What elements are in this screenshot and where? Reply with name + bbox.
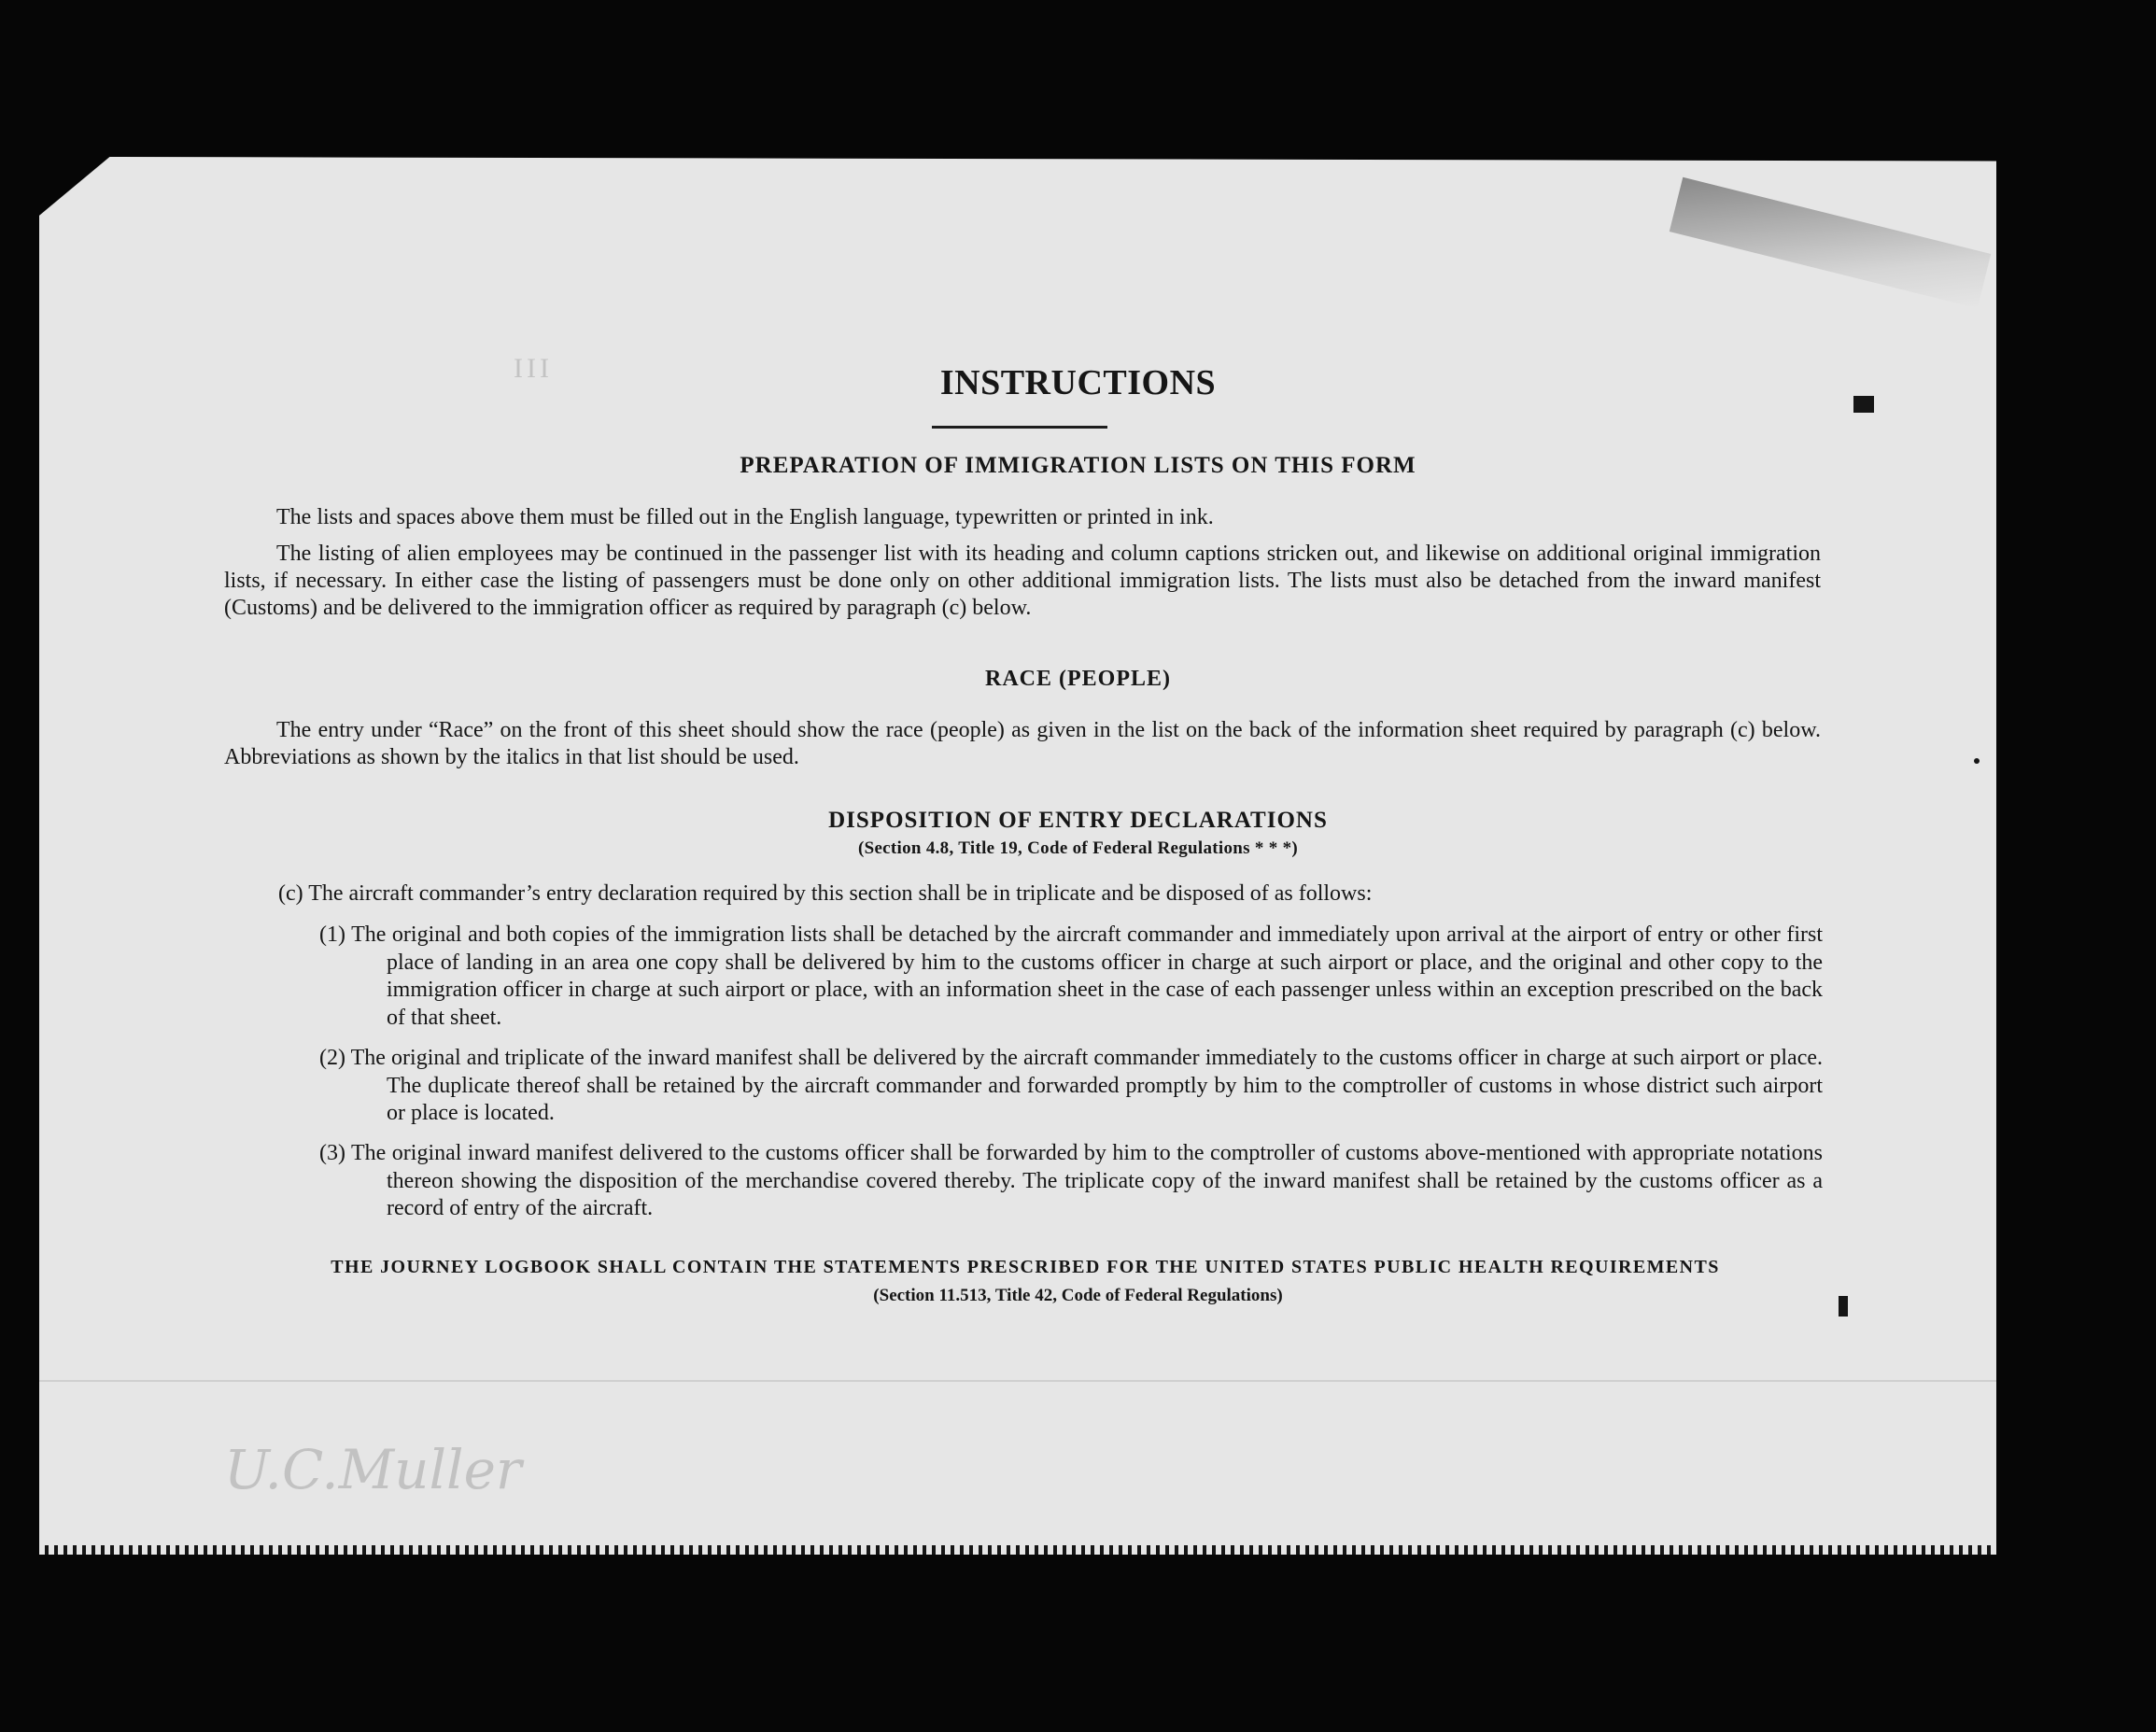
faint-bleedthrough-mark: III bbox=[514, 353, 553, 384]
section-heading-preparation: PREPARATION OF IMMIGRATION LISTS ON THIS FORM bbox=[740, 453, 1416, 478]
disposition-intro: (c) The aircraft commander’s entry declaration required by this section shall be in triplicate and be disposed of as follows: bbox=[278, 881, 1373, 906]
footer-statement: THE JOURNEY LOGBOOK SHALL CONTAIN THE STATEMENTS PRESCRIBED FOR THE UNITED STATES PUBLIC HEALTH REQUIREMENTS bbox=[331, 1257, 1720, 1277]
ink-dot bbox=[1974, 758, 1980, 764]
title-underline bbox=[932, 426, 1107, 429]
page-title: INSTRUCTIONS bbox=[939, 363, 1217, 402]
footer-citation: (Section 11.513, Title 42, Code of Federal Regulations) bbox=[873, 1286, 1283, 1305]
preparation-paragraph-1: The lists and spaces above them must be filled out in the English language, typewritten or printed in ink. bbox=[276, 505, 1214, 529]
disposition-item-1: (1) The original and both copies of the immigration lists shall be detached by the aircraft commander and immediately upon arrival at the airport of entry or other first place of landing in an area one copy shall be delivered by him to the customs officer in charge at such airport or place, and the original and other copy to the immigration officer in charge at such airport or place, with an information sheet in the case of each passenger unless within an exception prescribed on the back of that sheet. bbox=[319, 922, 1823, 1030]
section-heading-disposition: DISPOSITION OF ENTRY DECLARATIONS bbox=[828, 808, 1328, 833]
section-subheading-disposition: (Section 4.8, Title 19, Code of Federal Regulations * * *) bbox=[857, 838, 1299, 858]
faint-signature: U.C.Muller bbox=[224, 1438, 522, 1501]
perforated-edge bbox=[39, 1545, 1996, 1555]
section-heading-race: RACE (PEOPLE) bbox=[985, 667, 1171, 691]
page-fold bbox=[39, 1380, 1996, 1382]
race-paragraph: The entry under “Race” on the front of this sheet should show the race (people) as given in the list on the back of the information sheet required by paragraph (c) below. Abbreviations as shown by the italics in that list should be used. bbox=[224, 718, 1821, 769]
disposition-item-2: (2) The original and triplicate of the inward manifest shall be delivered by the aircraft commander immediately to the customs officer in charge at such airport or place. The duplicate thereof shall be retained by the aircraft commander and forwarded promptly by him to the comptroller of customs in whose district such airport or place is located. bbox=[319, 1046, 1823, 1125]
disposition-item-3: (3) The original inward manifest delivered to the customs officer shall be forwarded by him to the comptroller of customs above-mentioned with appropriate notations thereon showing the disposition of the merchandise covered thereby. The triplicate copy of the inward manifest shall be retained by the customs officer as a record of entry of the aircraft. bbox=[319, 1141, 1823, 1220]
preparation-paragraph-2: The listing of alien employees may be continued in the passenger list with its heading and column captions stricken out, and likewise on additional original immigration lists, if necessary. In either case the listing of passengers must be done only on other additional immigration lists. The lists must also be detached from the inward manifest (Customs) and be delivered to the immigration officer as required by paragraph (c) below. bbox=[224, 542, 1821, 620]
